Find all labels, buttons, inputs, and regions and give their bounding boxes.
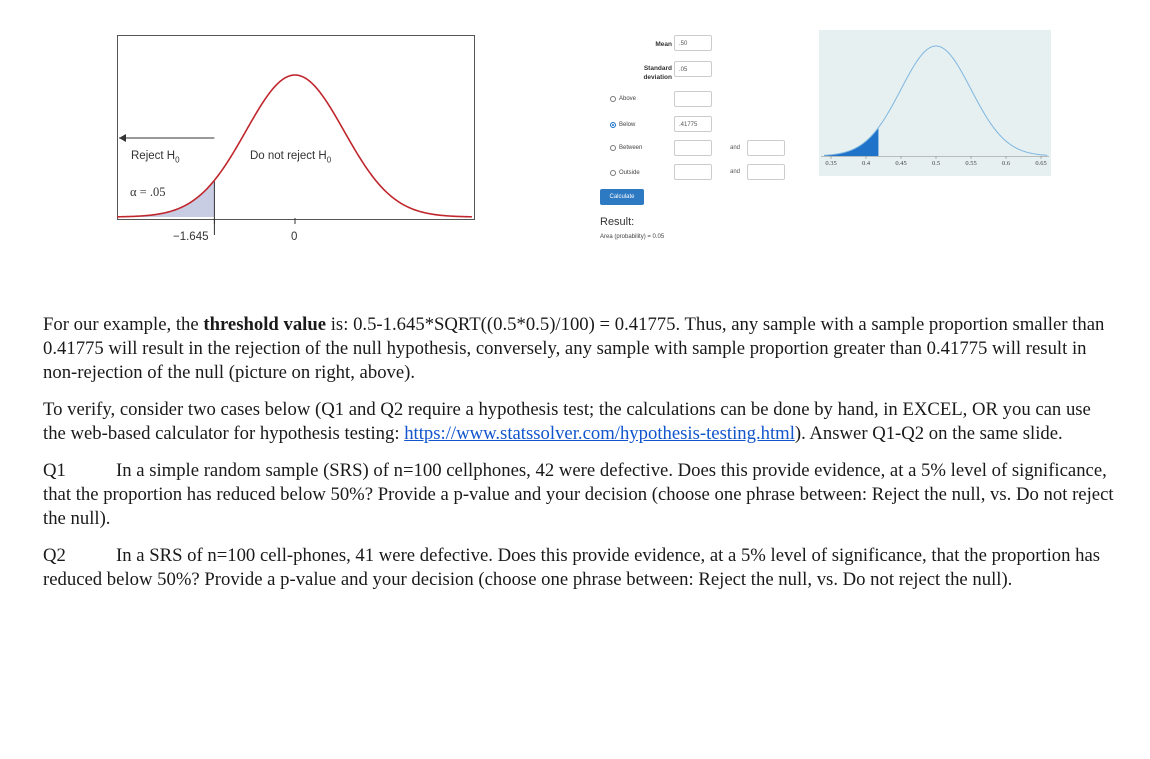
outside-and-label: and xyxy=(730,169,741,175)
outside-option[interactable]: Outside xyxy=(610,170,640,176)
normal-curve xyxy=(117,75,472,217)
zero-tick-label: 0 xyxy=(291,231,298,243)
result-title: Result: xyxy=(600,216,635,228)
below-input[interactable]: .41775 xyxy=(674,116,712,132)
normal-probability-calculator xyxy=(596,30,806,250)
x-tick-label-6: 0.65 xyxy=(1035,160,1047,167)
x-tick-label-1: 0.4 xyxy=(861,160,871,167)
q1-tag: Q1 xyxy=(43,460,66,481)
above-radio[interactable] xyxy=(610,96,616,102)
normal-curve-plot xyxy=(117,35,475,245)
above-input[interactable] xyxy=(674,91,712,107)
sd-input[interactable]: .05 xyxy=(674,61,712,77)
calculator-link[interactable]: https://www.statssolver.com/hypothesis-testing.html xyxy=(404,423,795,444)
reject-arrow-head xyxy=(119,134,126,142)
reject-label: Reject $H_0$ xyxy=(131,150,180,165)
density-curve xyxy=(824,46,1047,155)
x-tick-label-2: 0.45 xyxy=(895,160,907,167)
calculate-button[interactable]: Calculate xyxy=(600,189,644,205)
outside-radio[interactable] xyxy=(610,170,616,176)
rejection-region-figure xyxy=(117,35,475,245)
between-low-input[interactable] xyxy=(674,140,712,156)
x-tick-label-3: 0.5 xyxy=(931,160,941,167)
shaded-probability-area xyxy=(824,128,878,156)
threshold-paragraph: For our example, the threshold value is: 0.5-1.645*SQRT((0.5*0.5)/100) = 0.41775. Thus, any sample with a sample proportion smaller than 0.41775 will result in the rejection of the null hypothesis, conversely, any sample with sample proportion greater than 0.41775 will result in non-rejection of the null (picture on right, above). xyxy=(43,314,1105,383)
between-option[interactable]: Between xyxy=(610,145,642,151)
shaded-normal-distribution-chart xyxy=(819,30,1051,176)
critical-value-tick-label: −1.645 xyxy=(173,231,209,243)
between-high-input[interactable] xyxy=(747,140,785,156)
explanation-text xyxy=(43,313,1118,605)
x-tick-label-4: 0.55 xyxy=(965,160,977,167)
mean-label: Mean xyxy=(655,41,672,48)
below-option[interactable]: Below xyxy=(610,122,635,128)
outside-high-input[interactable] xyxy=(747,164,785,180)
above-option[interactable]: Above xyxy=(610,96,636,102)
between-radio[interactable] xyxy=(610,145,616,151)
question-1: Q1 In a simple random sample (SRS) of n=100 cellphones, 42 were defective. Does this provide evidence, at a 5% level of significance, that the proportion has reduced below 50%? Provide a p-value and your decision (choose one phrase between: Reject the null, vs. Do not reject the null). xyxy=(43,460,1114,529)
q2-tag: Q2 xyxy=(43,545,66,566)
verify-paragraph: To verify, consider two cases below (Q1 and Q2 require a hypothesis test; the calculations can be done by hand, in EXCEL, OR you can use the web-based calculator for hypothesis testing: https://www.statssolver.com/hypothesis-testing.html). Answer Q1-Q2 on the same slide. xyxy=(43,399,1091,444)
question-2: Q2 In a SRS of n=100 cell-phones, 41 were defective. Does this provide evidence, at a 5% level of significance, that the proportion has reduced below 50%? Provide a p-value and your decision (choose one phrase between: Reject the null, vs. Do not reject the null). xyxy=(43,545,1101,590)
result-text: Area (probability) = 0.05 xyxy=(600,234,665,240)
not-reject-label: Do not reject $H_0$ xyxy=(250,150,332,165)
sd-label: Standard deviation xyxy=(643,65,672,81)
below-radio[interactable] xyxy=(610,122,616,128)
mean-input[interactable]: .50 xyxy=(674,35,712,51)
between-and-label: and xyxy=(730,145,741,151)
distribution-svg xyxy=(819,30,1051,176)
x-tick-label-0: 0.35 xyxy=(825,160,837,167)
alpha-label: α = .05 xyxy=(130,185,166,199)
x-tick-label-5: 0.6 xyxy=(1001,160,1011,167)
outside-low-input[interactable] xyxy=(674,164,712,180)
